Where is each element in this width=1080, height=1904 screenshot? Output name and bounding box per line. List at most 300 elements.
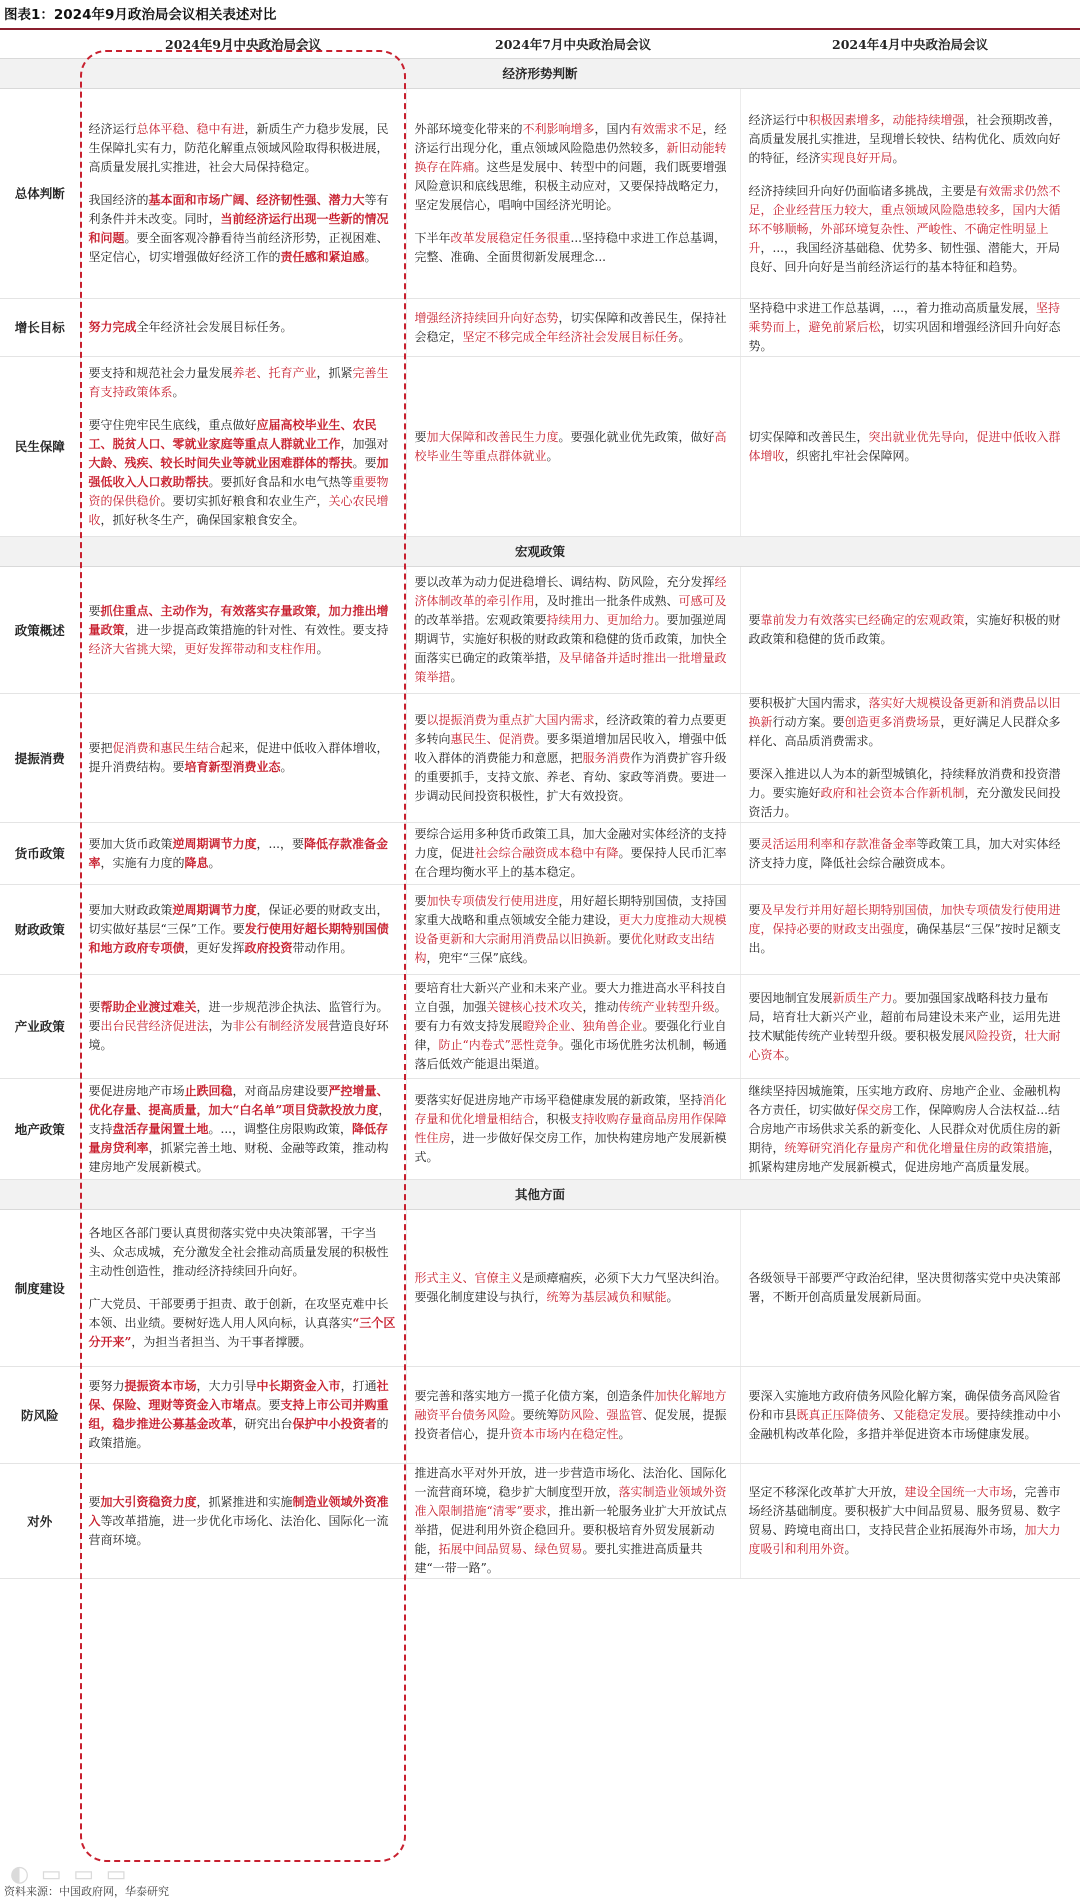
highlight-text: 加快专项债发行使用进度 xyxy=(426,893,559,908)
cell-apr-2024 xyxy=(740,567,1080,694)
cell-jul-2024 xyxy=(406,567,740,694)
row-label: 制度建设 xyxy=(0,1210,80,1367)
paragraph xyxy=(749,1387,1072,1444)
paragraph xyxy=(89,1377,398,1453)
body-text: 要努力 xyxy=(88,1379,125,1393)
body-text: ，确保基层“三保”按时足额支出。 xyxy=(748,922,1061,955)
paragraph xyxy=(415,229,732,267)
highlight-text: 严控增量、优化存量、提高质量，加大“白名单”项目贷款投放力度 xyxy=(88,1083,389,1117)
body-text: 要 xyxy=(414,712,427,727)
row-label: 对外 xyxy=(0,1464,80,1579)
paragraph xyxy=(749,299,1072,356)
cell-jul-2024 xyxy=(406,975,740,1079)
paragraph xyxy=(89,835,398,873)
highlight-text: 持续用力、更加给力 xyxy=(546,613,655,627)
body-text: 。 xyxy=(844,1542,857,1556)
paragraph xyxy=(749,611,1072,649)
body-text: ，对商品房建设要 xyxy=(232,1083,329,1098)
table-row xyxy=(0,694,1080,823)
paragraph xyxy=(89,1224,398,1281)
body-text: 。强化市场优胜劣汰机制，畅通落后低效产能退出渠道。 xyxy=(414,1038,727,1071)
highlight-text: 防止“内卷式”恶性竞争 xyxy=(438,1038,559,1052)
body-text: 。 xyxy=(316,641,329,656)
highlight-text: 非公有制经济发展 xyxy=(232,1019,329,1033)
highlight-text: 逆周期调节力度 xyxy=(172,836,257,851)
cell-apr-2024 xyxy=(740,1464,1080,1579)
body-text: ，...，要 xyxy=(256,836,304,851)
body-text: 。 xyxy=(784,1047,797,1062)
body-text: 起来，促进中低收入群体增收，提升消费结构。要 xyxy=(88,741,389,774)
body-text: ，抓紧推进和实施 xyxy=(196,1494,293,1509)
paragraph xyxy=(749,901,1072,958)
cell-jul-2024 xyxy=(406,694,740,823)
highlight-text: “三个区分开来” xyxy=(88,1316,396,1349)
body-text: 切实保障和改善民生， xyxy=(748,429,869,444)
paragraph xyxy=(749,1269,1072,1307)
body-text: 行动方案。要 xyxy=(772,715,845,729)
body-text: ，用好超长期特别国债，支持国家重大战略和重点领域安全能力建设， xyxy=(414,893,727,927)
table-row xyxy=(0,1079,1080,1180)
body-text: ，大力引导 xyxy=(196,1379,257,1393)
highlight-text: 改革发展稳定任务很重 xyxy=(450,231,571,245)
body-text: 。要加强国家战略科技力量布局，培育壮大新兴产业，超前布局建设未来产业，运用先进技术赋能传统产业转型升级。要积极发展 xyxy=(748,990,1061,1043)
section-row xyxy=(0,1180,1080,1210)
body-text: 。要强化就业优先政策，做好 xyxy=(558,429,715,444)
figure-title: 图表1：2024年9月政治局会议相关表述对比 xyxy=(4,7,277,23)
highlight-text: 加大保障和改善民生力度 xyxy=(426,429,559,444)
highlight-text: 盘活存量闲置土地 xyxy=(112,1121,209,1136)
body-text: 要加大货币政策 xyxy=(88,836,173,851)
highlight-text: 惠民生、促消费 xyxy=(450,731,535,746)
section-title: 其他方面 xyxy=(0,1180,1080,1210)
highlight-text: 大龄、残疾、较长时间失业等就业困难群体的帮扶 xyxy=(88,455,353,470)
highlight-text: 新旧动能转换存在阵痛 xyxy=(414,141,727,174)
paragraph xyxy=(89,998,398,1055)
highlight-text: 责任感和紧迫感 xyxy=(280,250,365,264)
table-row xyxy=(0,299,1080,357)
highlight-text: 基本面和市场广阔、经济韧性强、潜力大 xyxy=(148,193,365,207)
body-text: ，推动 xyxy=(582,1000,619,1014)
body-text: 。要抓好食品和水电气热等 xyxy=(208,474,353,489)
body-text: 经济运行中 xyxy=(748,112,809,127)
paragraph xyxy=(89,602,398,659)
highlight-text: 落实好大规模设备更新和消费品以旧换新 xyxy=(748,696,1061,729)
highlight-text: 降低存量房贷利率 xyxy=(88,1121,388,1155)
body-text: 的改革举措。宏观政策要 xyxy=(414,613,547,627)
highlight-text: 养老、托育产业 xyxy=(232,365,317,380)
highlight-text: 重要物资的保供稳价 xyxy=(88,474,389,508)
body-text: 坚定不移深化改革扩大开放， xyxy=(748,1485,905,1499)
body-text: 继续坚持因城施策，压实地方政府、房地产企业、金融机构各方责任，切实做好 xyxy=(748,1083,1061,1117)
cell-sep-2024 xyxy=(80,975,406,1079)
section-title: 经济形势判断 xyxy=(0,59,1080,89)
table-row xyxy=(0,823,1080,885)
paragraph xyxy=(89,120,398,177)
body-text: 下半年 xyxy=(414,231,451,245)
cell-sep-2024 xyxy=(80,1464,406,1579)
cell-jul-2024 xyxy=(406,823,740,885)
cell-sep-2024 xyxy=(80,885,406,975)
paragraph xyxy=(749,1082,1072,1177)
highlight-text: 拓展中间品贸易、绿色贸易 xyxy=(438,1542,583,1556)
cell-jul-2024 xyxy=(406,89,740,299)
cell-sep-2024 xyxy=(80,89,406,299)
section-row xyxy=(0,59,1080,89)
row-label: 财政政策 xyxy=(0,885,80,975)
highlight-text: 培育新型消费业态 xyxy=(184,760,281,774)
header-sep-2024: 2024年9月中央政治局会议 xyxy=(80,30,406,59)
body-text: 经济运行 xyxy=(88,122,137,136)
body-text: 要以改革为动力促进稳增长、调结构、防风险，充分发挥 xyxy=(414,575,715,589)
body-text: 。 xyxy=(450,670,463,684)
body-text: 。要全面客观冷静看待当前经济形势，正视困难、坚定信心，切实增强做好经济工作的 xyxy=(88,231,389,264)
body-text: 坚持稳中求进工作总基调，...，着力推动高质量发展， xyxy=(748,301,1036,315)
highlight-text: 灵活运用利率和存款准备金率 xyxy=(760,836,917,851)
highlight-text: 帮助企业渡过难关 xyxy=(100,1000,197,1014)
paragraph xyxy=(415,825,732,882)
body-text: 要因地制宜发展 xyxy=(748,990,833,1005)
highlight-text: 资本市场内在稳定性 xyxy=(510,1426,619,1441)
body-text: 要 xyxy=(88,1000,101,1014)
body-text: 。要有力有效支持发展 xyxy=(414,1000,727,1033)
body-text: 要落实好促进房地产市场平稳健康发展的新政策，坚持 xyxy=(414,1093,703,1107)
body-text: ，国内 xyxy=(594,122,631,136)
table-body xyxy=(0,59,1080,1579)
highlight-text: 统筹为基层减负和赋能 xyxy=(546,1290,667,1304)
cell-apr-2024 xyxy=(740,885,1080,975)
highlight-text: 关键核心技术攻关 xyxy=(486,1000,583,1014)
highlight-text: 完善生育支持政策体系 xyxy=(88,365,389,399)
body-text: 要 xyxy=(88,603,101,618)
body-text: 。要 xyxy=(606,931,631,946)
header-jul-2024: 2024年7月中央政治局会议 xyxy=(406,30,740,59)
paragraph xyxy=(415,1387,732,1444)
paragraph xyxy=(415,1464,732,1578)
body-text: 我国经济的 xyxy=(88,193,149,207)
row-label: 增长目标 xyxy=(0,299,80,357)
highlight-text: 总体平稳、稳中有进 xyxy=(136,122,245,136)
cell-apr-2024 xyxy=(740,1210,1080,1367)
highlight-text: 中长期资金入市 xyxy=(256,1379,341,1393)
watermark: ◐ ▭ ▭ ▭ xyxy=(10,1862,129,1887)
body-text: 要完善和落实地方一揽子化债方案，创造条件 xyxy=(414,1388,655,1403)
highlight-text: 促消费和惠民生结合 xyxy=(112,741,221,755)
highlight-text: 实现良好开局 xyxy=(820,150,893,165)
body-text: 、 xyxy=(880,1407,893,1422)
highlight-text: 及早发行并用好超长期特别国债，加快专项债发行使用进度，保持必要的财政支出强度 xyxy=(748,903,1061,936)
cell-sep-2024 xyxy=(80,1367,406,1464)
section-row xyxy=(0,537,1080,567)
body-text: 。 xyxy=(678,329,691,344)
highlight-text: 创造更多消费场景 xyxy=(844,715,941,729)
cell-sep-2024 xyxy=(80,1079,406,1180)
body-text: 。 xyxy=(208,855,221,870)
row-label: 货币政策 xyxy=(0,823,80,885)
cell-apr-2024 xyxy=(740,694,1080,823)
highlight-text: 形式主义、官僚主义 xyxy=(414,1271,523,1285)
body-text: ，抓好秋冬生产，确保国家粮食安全。 xyxy=(100,512,305,527)
paragraph xyxy=(89,739,398,777)
body-text: ，经济运行出现分化，重点领域风险隐患仍然较多， xyxy=(414,122,727,155)
paragraph xyxy=(749,694,1072,751)
highlight-text: 更大力度推动大规模设备更新和大宗耐用消费品以旧换新 xyxy=(414,912,727,946)
body-text: 。要 xyxy=(352,455,377,470)
highlight-text: 社会综合融资成本稳中有降 xyxy=(474,846,619,860)
body-text: 是顽瘴痼疾，必须下大力气坚决纠治。要强化制度建设与执行， xyxy=(414,1271,727,1304)
highlight-text: 加快化解地方融资平台债务风险 xyxy=(414,1388,727,1422)
body-text: ，织密扎牢社会保障网。 xyxy=(784,448,917,463)
body-text: 各级领导干部要严守政治纪律，坚决贯彻落实党中央决策部署，不断开创高质量发展新局面。 xyxy=(748,1271,1061,1304)
highlight-text: 当前经济运行出现一些新的情况和问题 xyxy=(88,212,389,245)
cell-jul-2024 xyxy=(406,1464,740,1579)
highlight-text: 壮大耐心资本 xyxy=(748,1028,1061,1062)
highlight-text: 出台民营经济促进法 xyxy=(100,1019,209,1033)
body-text: 。 xyxy=(364,250,377,264)
body-text: ，更好发挥 xyxy=(184,941,245,955)
highlight-text: 建设全国统一大市场 xyxy=(904,1485,1013,1499)
body-text: 。要统筹 xyxy=(510,1407,559,1422)
cell-jul-2024 xyxy=(406,299,740,357)
highlight-text: 靠前发力有效落实已经确定的宏观政策 xyxy=(760,613,965,627)
paragraph xyxy=(415,309,732,347)
body-text: 要积极扩大国内需求， xyxy=(748,696,869,710)
highlight-text: 优化财政支出结构 xyxy=(414,931,715,965)
highlight-text: 有效需求不足 xyxy=(630,122,703,136)
cell-sep-2024 xyxy=(80,567,406,694)
paragraph xyxy=(415,428,732,466)
cell-apr-2024 xyxy=(740,299,1080,357)
row-label: 产业政策 xyxy=(0,975,80,1079)
paragraph xyxy=(89,416,398,530)
highlight-text: 支持收购存量商品房用作保障性住房 xyxy=(414,1112,727,1145)
highlight-text: 政府和社会资本合作新机制 xyxy=(820,786,965,800)
paragraph xyxy=(89,901,398,958)
highlight-text: 高校毕业生等重点群体就业 xyxy=(414,429,727,463)
body-text: 。 xyxy=(172,384,185,399)
body-text: 要促进房地产市场 xyxy=(88,1083,185,1098)
table-row xyxy=(0,357,1080,537)
body-text: 工作，保障购房人合法权益...结合房地产市场供求关系的新变化、人民群众对优质住房的新期待， xyxy=(748,1102,1061,1155)
paragraph xyxy=(89,1295,398,1352)
body-text: 营造良好环境。 xyxy=(88,1019,389,1052)
body-text: ，社会预期改善，高质量发展扎实推进，呈现增长较快、结构优化、质效向好的特征，经济 xyxy=(748,112,1061,165)
paragraph xyxy=(89,191,398,267)
table-row xyxy=(0,567,1080,694)
highlight-text: 努力完成 xyxy=(88,320,137,334)
row-label: 总体判断 xyxy=(0,89,80,299)
body-text: 作为消费扩容升级的重要抓手，支持文旅、养老、育幼、家政等消费。要进一步调动民间投资积极性，扩大有效投资。 xyxy=(414,750,727,803)
highlight-text: 政府投资 xyxy=(244,941,293,955)
table-row xyxy=(0,885,1080,975)
paragraph xyxy=(415,1091,732,1167)
cell-apr-2024 xyxy=(740,89,1080,299)
highlight-text: 风险投资 xyxy=(964,1028,1013,1043)
body-text: ，抓紧 xyxy=(316,365,353,380)
highlight-text: 消化存量和优化增量相结合 xyxy=(414,1093,727,1126)
highlight-text: 支持上市公司并购重组，稳步推进公募基金改革 xyxy=(88,1398,389,1431)
highlight-text: 保护中小投资者 xyxy=(292,1417,377,1431)
body-text: 。 xyxy=(666,1290,679,1304)
highlight-text: 抓住重点、主动作为，有效落实存量政策，加力推出增量政策 xyxy=(88,603,389,637)
body-text: 。要强化行业自律， xyxy=(414,1019,727,1052)
row-label: 提振消费 xyxy=(0,694,80,823)
body-text: 要 xyxy=(88,1494,101,1509)
paragraph xyxy=(415,1269,732,1307)
cell-sep-2024 xyxy=(80,299,406,357)
body-text: 。要加强逆周期调节，实施好积极的财政政策和稳健的货币政策，加快全面落实已确定的政策举措， xyxy=(414,613,727,665)
cell-jul-2024 xyxy=(406,1210,740,1367)
body-text: ，支持 xyxy=(88,1102,391,1136)
body-text: ，及时推出一批条件成熟、 xyxy=(534,594,679,608)
body-text: ，实施有力度的 xyxy=(100,855,185,870)
body-text: 经济持续回升向好仍面临诸多挑战，主要是 xyxy=(748,183,977,198)
cell-apr-2024 xyxy=(740,1367,1080,1464)
body-text: 。要切实抓好粮食和农业生产， xyxy=(160,493,329,508)
body-text: ，推出新一轮服务业扩大开放试点举措，促进利用外资企稳回升。要积极培育外贸发展新动能， xyxy=(414,1504,727,1556)
paragraph xyxy=(415,892,732,968)
body-text: 。要扎实推进高质量共建“一带一路”。 xyxy=(414,1542,703,1575)
source-note: 资料来源：中国政府网，华泰研究 xyxy=(4,1885,169,1898)
highlight-text: 突出就业优先导向，促进中低收入群体增收 xyxy=(748,429,1061,463)
body-text: ，切实巩固和增强经济回升向好态势。 xyxy=(748,320,1061,353)
paragraph xyxy=(749,835,1072,873)
highlight-text: 保交房 xyxy=(856,1102,893,1117)
cell-sep-2024 xyxy=(80,1210,406,1367)
body-text: 要把 xyxy=(88,741,113,755)
cell-jul-2024 xyxy=(406,357,740,537)
highlight-text: 新质生产力 xyxy=(832,990,893,1005)
paragraph xyxy=(749,428,1072,466)
body-text: ，积极 xyxy=(534,1112,571,1126)
body-text: 要守住兜牢民生底线，重点做好 xyxy=(88,417,257,432)
body-text: ，研究出台 xyxy=(232,1417,293,1431)
header-apr-2024: 2024年4月中央政治局会议 xyxy=(740,30,1080,59)
header-label xyxy=(0,30,80,59)
table-row xyxy=(0,975,1080,1079)
body-text: ，打通 xyxy=(340,1379,377,1393)
body-text: 要综合运用多种货币政策工具，加大金融对实体经济的支持力度，促进 xyxy=(414,827,727,860)
body-text: 。...，调整住房限购政策， xyxy=(208,1121,352,1136)
cell-sep-2024 xyxy=(80,694,406,823)
body-text: ，...，我国经济基础稳、优势多、韧性强、潜能大，开局良好、回升向好是当前经济运行的基本特征和趋势。 xyxy=(748,240,1060,274)
body-text: 要培育壮大新兴产业和未来产业。要大力推进高水平科技自立自强，加强 xyxy=(414,981,727,1014)
body-text: 推进高水平对外开放，进一步营造市场化、法治化、国际化一流营商环境，稳步扩大制度型开放， xyxy=(414,1466,727,1499)
body-text: 全年经济社会发展目标任务。 xyxy=(136,320,293,334)
table-row xyxy=(0,1367,1080,1464)
body-text: 各地区各部门要认真贯彻落实党中央决策部署，干字当头、众志成城，充分激发全社会推动高质量发展的积极性主动性创造性，推动经济持续回升向好。 xyxy=(88,1226,389,1278)
body-text: 要深入实施地方政府债务风险化解方案，确保债务高风险省份和市县 xyxy=(748,1388,1061,1422)
body-text: 外部环境变化带来的 xyxy=(414,122,523,136)
body-text: 。 xyxy=(280,760,293,774)
body-text: 。 xyxy=(618,1426,631,1441)
body-text: ，兜牢“三保”底线。 xyxy=(426,950,535,965)
cell-apr-2024 xyxy=(740,975,1080,1079)
body-text: ，为担当者担当、为干事者撑腰。 xyxy=(131,1335,312,1349)
paragraph xyxy=(749,989,1072,1065)
paragraph xyxy=(415,573,732,687)
highlight-text: 降低存款准备金率 xyxy=(88,836,388,870)
highlight-text: 社保、保险、理财等资金入市堵点 xyxy=(88,1379,389,1412)
paragraph xyxy=(89,364,398,402)
body-text: ，进一步提高政策措施的针对性、有效性。要支持 xyxy=(124,622,389,637)
body-text: ，实施好积极的财政政策和稳健的货币政策。 xyxy=(748,613,1061,646)
paragraph xyxy=(749,1483,1072,1559)
highlight-text: 加大力度吸引和利用外资 xyxy=(748,1523,1061,1556)
row-label: 防风险 xyxy=(0,1367,80,1464)
comparison-table xyxy=(0,30,1080,1579)
highlight-text: 增强经济持续回升向好态势 xyxy=(414,310,559,325)
highlight-text: 落实制造业领域外资准入限制措施“清零”要求 xyxy=(414,1485,727,1518)
body-text: 等政策工具，加大对实体经济支持力度，降低社会综合融资成本。 xyxy=(748,836,1061,870)
paragraph xyxy=(89,1082,398,1177)
highlight-text: 传统产业转型升级 xyxy=(618,1000,715,1014)
highlight-text: 应届高校毕业生、农民工、脱贫人口、零就业家庭等重点人群就业工作 xyxy=(88,417,377,451)
highlight-text: 又能稳定发展 xyxy=(892,1407,965,1422)
row-label: 地产政策 xyxy=(0,1079,80,1180)
highlight-text: 坚定不移完成全年经济社会发展目标任务 xyxy=(462,329,679,344)
body-text: 要 xyxy=(748,903,761,917)
highlight-text: 瞪羚企业、独角兽企业 xyxy=(522,1019,643,1033)
highlight-text: 发行使用好超长期特别国债和地方政府专项债 xyxy=(88,922,389,955)
table-row xyxy=(0,89,1080,299)
body-text: ，为 xyxy=(208,1019,233,1033)
table-row xyxy=(0,1210,1080,1367)
body-text: ，新质生产力稳步发展，民生保障扎实有力，防范化解重点领域风险取得积极进展，高质量发展扎实推进，社会大局保持稳定。 xyxy=(88,122,389,174)
body-text: ，充分激发民间投资活力。 xyxy=(748,786,1061,819)
body-text: ，经济政策的着力点要更多转向 xyxy=(414,712,727,746)
body-text: 。要 xyxy=(256,1398,281,1412)
body-text: 。要保持人民币汇率在合理均衡水平上的基本稳定。 xyxy=(414,846,727,879)
body-text: ，完善市场经济基础制度。要积极扩大中间品贸易、服务贸易、数字贸易、跨境电商出口，支持民营企业拓展海外市场， xyxy=(748,1485,1061,1537)
body-text: 。 xyxy=(892,150,905,165)
highlight-text: 加强低收入人口救助帮扶 xyxy=(88,455,389,489)
body-text: 带动作用。 xyxy=(292,941,353,955)
body-text: ，切实保障和改善民生，保持社会稳定， xyxy=(414,310,727,344)
body-text: 要加大财政政策 xyxy=(88,903,173,917)
row-label: 政策概述 xyxy=(0,567,80,694)
paragraph xyxy=(89,1493,398,1550)
highlight-text: 经济体制改革的牵引作用 xyxy=(414,575,727,608)
highlight-text: 积极因素增多，动能持续增强 xyxy=(808,112,965,127)
body-text: ，更好满足人民群众多样化、高品质消费需求。 xyxy=(748,715,1061,748)
body-text: 的政策措施。 xyxy=(88,1417,389,1450)
body-text: ，抓紧构建房地产发展新模式，促进房地产高质量发展。 xyxy=(748,1140,1061,1174)
table-row xyxy=(0,1464,1080,1579)
row-label: 民生保障 xyxy=(0,357,80,537)
highlight-text: 服务消费 xyxy=(582,750,631,765)
highlight-text: 统筹研究消化存量房产和优化增量住房的政策措施 xyxy=(784,1140,1049,1155)
body-text: 等有利条件并未改变。同时， xyxy=(88,193,389,226)
table-header-row xyxy=(0,30,1080,59)
paragraph xyxy=(415,711,732,806)
cell-sep-2024 xyxy=(80,357,406,537)
body-text: 。要持续推动中小金融机构改革化险，多措并举促进资本市场健康发展。 xyxy=(748,1407,1061,1441)
paragraph xyxy=(749,182,1072,277)
highlight-text: 有效需求仍然不足，企业经营压力较大，重点领域风险隐患较多，国内大循环不够顺畅，外部环境复杂性、严峻性、不确定性明显上升 xyxy=(748,183,1061,255)
body-text: 。这些是发展中、转型中的问题，我们既要增强风险意识和底线思维，积极主动应对，又要保持战略定力，坚定发展信心，唱响中国经济光明论。 xyxy=(414,160,727,212)
body-text: 。要多渠道增加居民收入，增强中低收入群体的消费能力和意愿，把 xyxy=(414,731,727,765)
highlight-text: 经济大省挑大梁，更好发挥带动和支柱作用 xyxy=(88,641,317,656)
body-text: 要支持和规范社会力量发展 xyxy=(88,365,233,380)
body-text: 要深入推进以人为本的新型城镇化，持续释放消费和投资潜力。要实施好 xyxy=(748,767,1061,800)
body-text: 要 xyxy=(414,429,427,444)
body-text: ，进一步做好保交房工作，加快构建房地产发展新模式。 xyxy=(414,1131,727,1164)
highlight-text: 关心农民增收 xyxy=(88,493,389,527)
body-text: 要 xyxy=(414,893,427,908)
body-text: ， xyxy=(1012,1028,1025,1043)
cell-jul-2024 xyxy=(406,1367,740,1464)
paragraph xyxy=(749,765,1072,822)
